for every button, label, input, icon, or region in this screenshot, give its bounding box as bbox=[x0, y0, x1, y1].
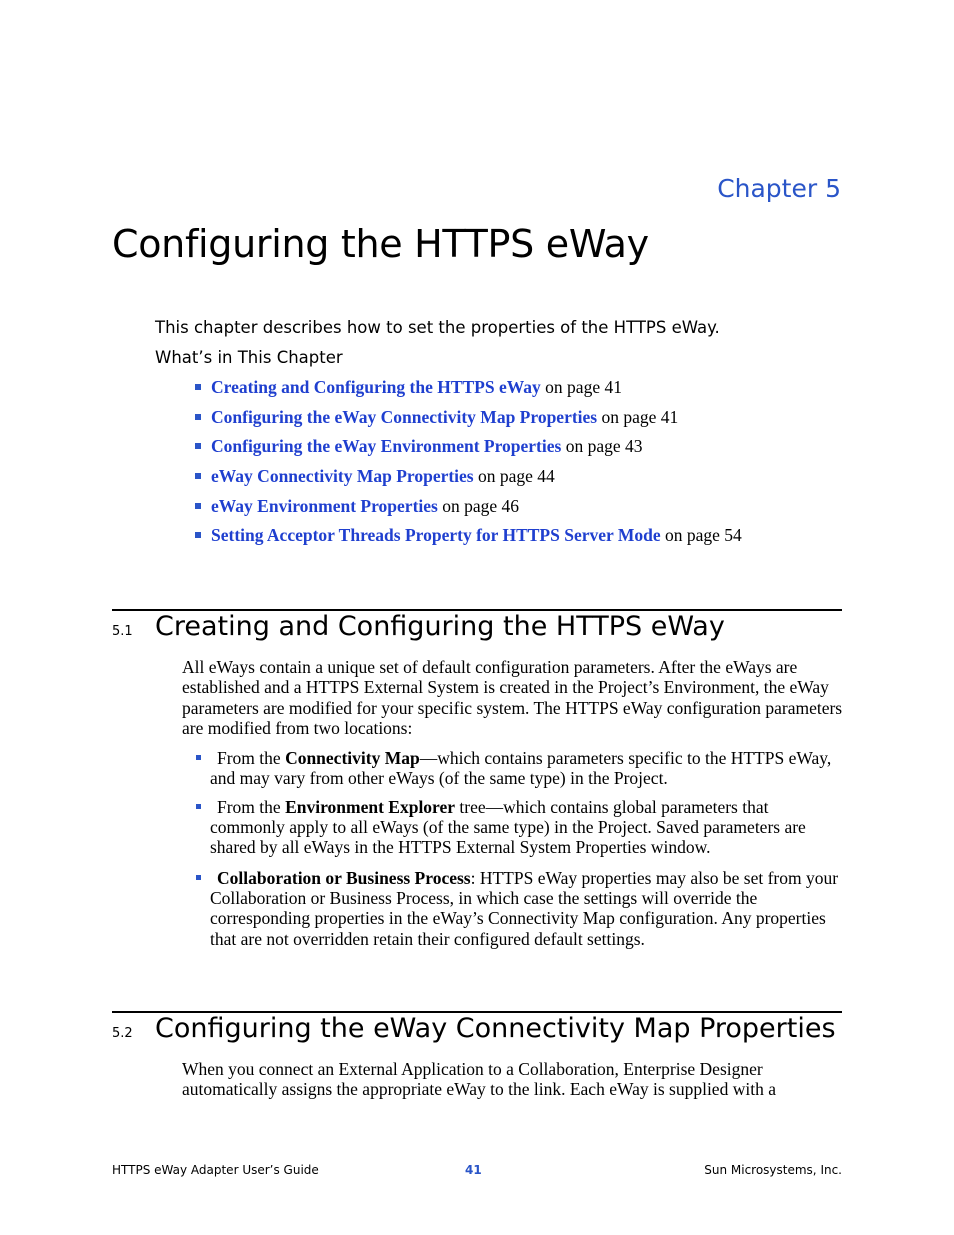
toc-link[interactable]: Configuring the eWay Connectivity Map Properties bbox=[211, 407, 598, 427]
toc-link[interactable]: eWay Environment Properties bbox=[211, 496, 438, 516]
toc-item bbox=[195, 525, 742, 546]
bullet-icon bbox=[195, 503, 201, 509]
toc-link[interactable]: Configuring the eWay Environment Properties bbox=[211, 436, 562, 456]
bullet-post: —which contains parameters specific to the HTTPS eWay, and may vary from other eWays (of the same type) in the Project. bbox=[210, 748, 832, 789]
bullet-post: : HTTPS eWay properties may also be set from your Collaboration or Business Process, in which case the settings will override the corresponding properties in the eWay’s Connectivity Map configuration. Any properties that are not overridden retain their configured default settings. bbox=[210, 868, 839, 949]
section-title: Creating and Configuring the HTTPS eWay bbox=[155, 611, 725, 642]
toc-link[interactable]: eWay Connectivity Map Properties bbox=[211, 466, 474, 486]
toc-item bbox=[195, 377, 622, 398]
section-paragraph: When you connect an External Application to a Collaboration, Enterprise Designer automatically assigns the appropriate eWay to the link. Each eWay is supplied with a bbox=[182, 1059, 776, 1100]
toc-item bbox=[195, 466, 555, 487]
section-paragraph: All eWays contain a unique set of default configuration parameters. After the eWays are established and a HTTPS External System is created in the Project’s Environment, the eWay parameters are modified for your specific system. The HTTPS eWay configuration parameters are modified from two locations: bbox=[182, 657, 843, 739]
bullet-icon bbox=[196, 755, 201, 760]
section-number: 5.2 bbox=[112, 1026, 133, 1041]
bullet-term: Collaboration or Business Process bbox=[217, 868, 471, 888]
bullet-icon bbox=[196, 875, 201, 880]
bullet-post: tree—which contains global parameters that commonly apply to all eWays (of the same type) in the Project. Saved parameters are shared by all eWays in the HTTPS External System Properties window. bbox=[210, 797, 806, 858]
toc-item bbox=[195, 436, 643, 457]
bullet-term: Environment Explorer bbox=[285, 797, 456, 817]
toc-page-ref: on page 46 bbox=[437, 496, 520, 516]
bullet-term: Connectivity Map bbox=[285, 748, 420, 768]
bullet-icon bbox=[195, 384, 201, 390]
section-number: 5.1 bbox=[112, 624, 133, 639]
bullet-pre: From the bbox=[217, 797, 286, 817]
section-title: Configuring the eWay Connectivity Map Properties bbox=[155, 1013, 836, 1044]
bullet-item bbox=[196, 797, 846, 858]
toc-heading: What’s in This Chapter bbox=[155, 348, 343, 367]
bullet-icon bbox=[195, 414, 201, 420]
bullet-pre: From the bbox=[217, 748, 286, 768]
chapter-title: Configuring the HTTPS eWay bbox=[112, 222, 649, 266]
intro-text: This chapter describes how to set the properties of the HTTPS eWay. bbox=[155, 318, 720, 337]
bullet-icon bbox=[196, 804, 201, 809]
footer-guide-title: HTTPS eWay Adapter User’s Guide bbox=[112, 1163, 319, 1177]
toc-link[interactable]: Setting Acceptor Threads Property for HTTPS Server Mode bbox=[211, 525, 661, 545]
toc-page-ref: on page 43 bbox=[561, 436, 643, 456]
bullet-item bbox=[196, 868, 846, 949]
toc-item bbox=[195, 496, 519, 517]
bullet-icon bbox=[195, 473, 201, 479]
bullet-icon bbox=[195, 443, 201, 449]
footer-page-number: 41 bbox=[465, 1163, 482, 1177]
bullet-item bbox=[196, 748, 846, 788]
toc-link[interactable]: Creating and Configuring the HTTPS eWay bbox=[211, 377, 541, 397]
footer-company: Sun Microsystems, Inc. bbox=[704, 1163, 842, 1177]
toc-page-ref: on page 41 bbox=[540, 377, 622, 397]
toc-page-ref: on page 54 bbox=[660, 525, 742, 545]
chapter-label: Chapter 5 bbox=[717, 174, 841, 203]
toc-item bbox=[195, 407, 678, 428]
toc-page-ref: on page 41 bbox=[597, 407, 679, 427]
bullet-icon bbox=[195, 532, 201, 538]
toc-page-ref: on page 44 bbox=[473, 466, 555, 486]
